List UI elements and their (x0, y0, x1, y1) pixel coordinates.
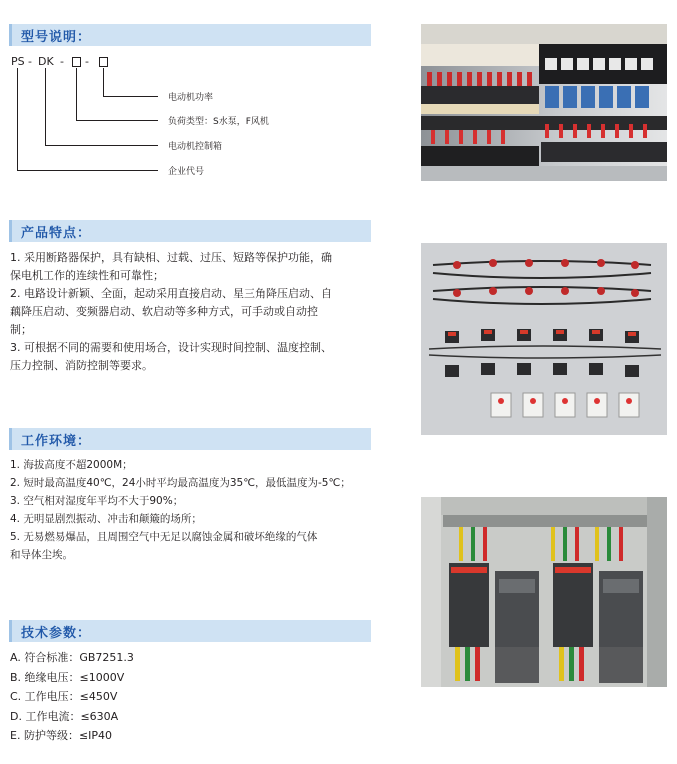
code-prefix-ps: PS (11, 55, 25, 68)
environment-line: 2. 短时最高温度40℃，24小时平均最高温度为35℃，最低温度为-5℃； (10, 477, 351, 489)
label-load-type: 负荷类型：S水泵，F风机 (168, 117, 269, 127)
tech-line: C. 工作电压：≤450V (10, 690, 118, 703)
tech-line: A. 符合标准：GB7251.3 (10, 651, 134, 664)
label-company-code: 企业代号 (168, 167, 205, 177)
model-section-title: 型号说明： (21, 30, 92, 45)
features-list (10, 249, 374, 375)
feature-line: 藕降压启动、变频器启动、软启动等多种方式，可手动或自动控 (10, 305, 318, 318)
environment-line: 和导体尘埃。 (10, 549, 73, 561)
code-dash: - (28, 55, 32, 68)
label-control-box: 电动机控制箱 (168, 142, 223, 152)
environment-list (10, 456, 374, 564)
model-section-header (9, 24, 371, 46)
feature-line: 3. 可根据不同的需要和使用场合，设计实现时间控制、温度控制、 (10, 341, 332, 354)
code-dash: - (60, 55, 64, 68)
tech-list (10, 648, 374, 746)
tech-line: B. 绝缘电压：≤1000V (10, 670, 125, 684)
features-section-header (9, 220, 371, 242)
code-slot-box (72, 57, 81, 67)
soft-starter-cabinet-photo (421, 497, 667, 687)
current-transformer-array-photo (421, 243, 667, 435)
feature-line: 1. 采用断路器保护，具有缺相、过载、过压、短路等保护功能，确 (10, 251, 332, 264)
tech-line: D. 工作电流：≤630A (10, 709, 119, 723)
label-motor-power: 电动机功率 (168, 93, 214, 103)
tech-line: E. 防护等级：≤IP40 (10, 729, 113, 742)
environment-line: 5. 无易燃易爆品，且周围空气中无足以腐蚀金属和破坏绝缘的气体 (10, 531, 318, 543)
feature-line: 2. 电路设计新颖、全面，起动采用直接启动、星三角降压启动、自 (10, 287, 332, 300)
environment-section-header (9, 428, 371, 450)
tech-section-header (9, 620, 371, 642)
code-slot-box (99, 57, 108, 67)
code-dk: DK (38, 55, 54, 68)
environment-section-title: 工作环境： (21, 434, 92, 449)
environment-line: 3. 空气相对湿度年平均不大于90%； (10, 495, 184, 507)
feature-line: 保电机工作的连续性和可靠性； (10, 269, 164, 282)
environment-line: 1. 海拔高度不超2000M； (10, 459, 133, 471)
features-section-title: 产品特点： (21, 226, 92, 241)
feature-line: 制； (10, 323, 32, 336)
terminal-relay-panel-photo (421, 24, 667, 181)
environment-line: 4. 无明显剧烈振动、冲击和颠簸的场所； (10, 513, 202, 525)
tech-section-title: 技术参数： (21, 626, 92, 641)
code-dash: - (85, 55, 89, 68)
feature-line: 压力控制、消防控制等要求。 (10, 359, 153, 372)
